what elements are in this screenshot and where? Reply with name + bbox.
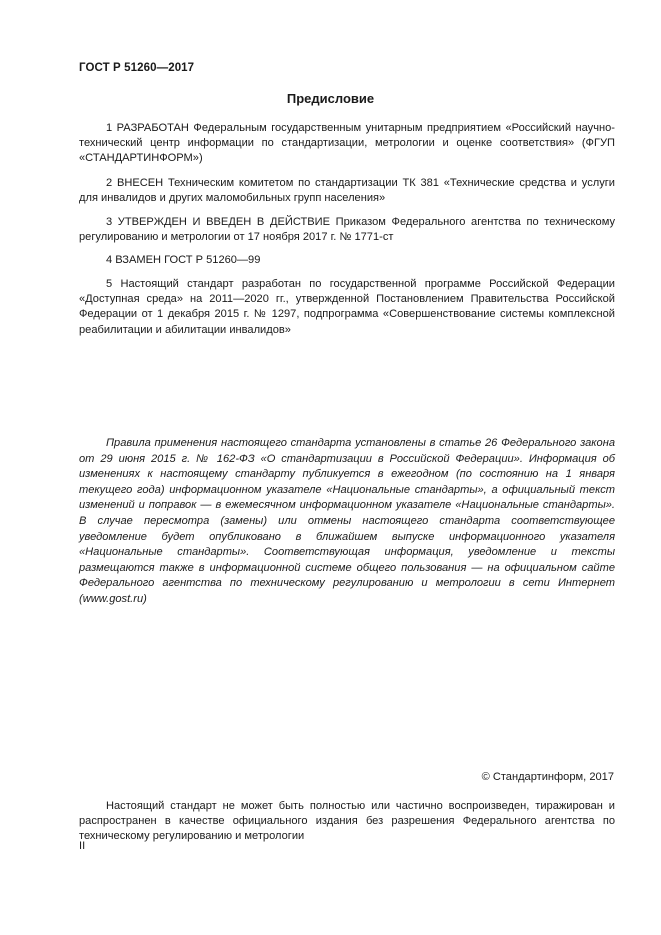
foreword-item-1: 1 РАЗРАБОТАН Федеральным государственным унитарным предприятием «Российский научно-технический центр информации по стандартизации, метрологии и оценке соответствия» (ФГУП «СТАНДАРТИНФОРМ»)	[79, 122, 615, 165]
foreword-item-2: 2 ВНЕСЕН Техническим комитетом по стандартизации ТК 381 «Технические средства и услуги для инвалидов и других маломобильных групп населения»	[79, 177, 615, 205]
application-rules-notice: Правила применения настоящего стандарта установлены в статье 26 Федерального закона от 29 июня 2015 г. № 162-ФЗ «О стандартизации в Российской Федерации». Информация об изменениях к настоящему стандарту публикуется в ежегодном (по состоянию на 1 января текущего года) информационном указателе «Национальные стандарты», а официальный текст изменений и поправок — в ежемесячном информационном указателе «Национальные стандарты». В случае пересмотра (замены) или отмены настоящего стандарта соответствующее уведомление будет опубликовано в ближайшем выпуске информационного указателя «Национальные стандарты». Соответствующая информация, уведомление и тексты размещаются также в информационной системе общего пользования — на официальном сайте Федерального агентства по техническому регулированию и метрологии в сети Интернет (www.gost.ru)	[79, 437, 615, 605]
foreword-item-3: 3 УТВЕРЖДЕН И ВВЕДЕН В ДЕЙСТВИЕ Приказом Федерального агентства по техническому регулированию и метрологии от 17 ноября 2017 г. № 1771-ст	[79, 216, 615, 244]
reproduction-notice: Настоящий стандарт не может быть полностью или частично воспроизведен, тиражирован и распространен в качестве официального издания без разрешения Федерального агентства по техническому регулированию и метрологии	[79, 800, 615, 843]
standard-code-header: ГОСТ Р 51260—2017	[79, 62, 195, 74]
copyright-line: © Стандартинформ, 2017	[481, 771, 614, 783]
page-number: II	[79, 840, 86, 852]
page-title: Предисловие	[286, 91, 375, 106]
foreword-item-5: 5 Настоящий стандарт разработан по государственной программе Российской Федерации «Доступная среда» на 2011—2020 гг., утвержденной Постановлением Правительства Российской Федерации от 1 декабря 2015 г. № 1297, подпрограмма «Совершенствование системы комплексной реабилитации и абилитации инвалидов»	[79, 278, 615, 336]
foreword-item-4: 4 ВЗАМЕН ГОСТ Р 51260—99	[106, 254, 261, 266]
